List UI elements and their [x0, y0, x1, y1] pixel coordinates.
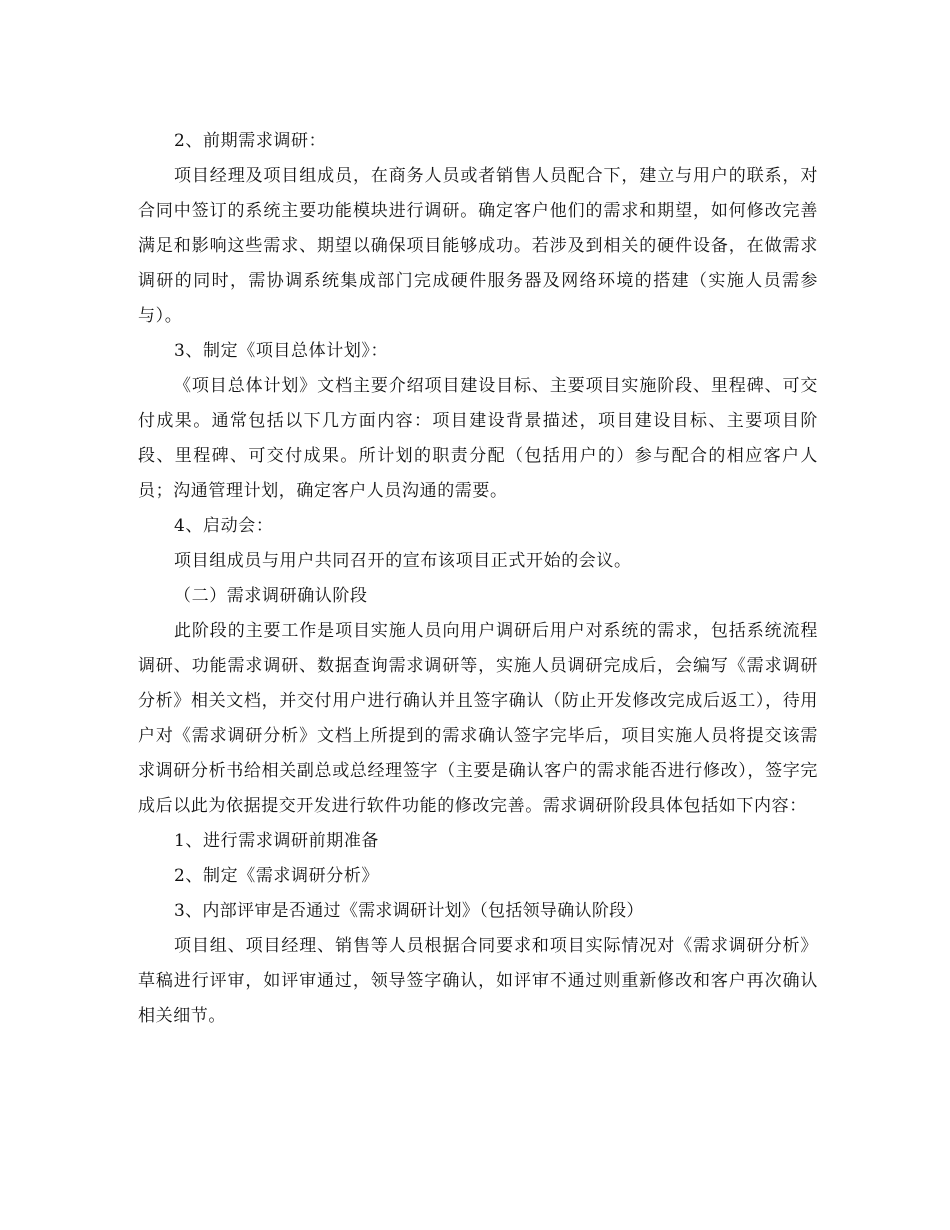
heading-kickoff-meeting: 4、启动会： [174, 516, 274, 536]
section-heading-requirements-confirmation: （二）需求调研确认阶段 [174, 586, 368, 606]
document-body [138, 124, 818, 1034]
list-item-research-analysis: 2、制定《需求调研分析》 [174, 866, 380, 886]
heading-overall-plan: 3、制定《项目总体计划》： [174, 341, 389, 361]
paragraph-internal-review: 项目组、项目经理、销售等人员根据合同要求和项目实际情况对《需求调研分析》草稿进行评审，如评审通过，领导签字确认，如评审不通过则重新修改和客户再次确认相关细节。 [138, 936, 818, 1026]
paragraph-requirements-confirmation: 此阶段的主要工作是项目实施人员向用户调研后用户对系统的需求，包括系统流程调研、功能需求调研、数据查询需求调研等，实施人员调研完成后，会编写《需求调研分析》相关文档，并交付用户进行确认并且签字确认（防止开发修改完成后返工），待用户对《需求调研分析》文档上所提到的需求确认签字完毕后，项目实施人员将提交该需求调研分析书给相关副总或总经理签字（主要是确认客户的需求能否进行修改），签字完成后以此为依据提交开发进行软件功能的修改完善。需求调研阶段具体包括如下内容： [138, 621, 818, 816]
paragraph-overall-plan: 《项目总体计划》文档主要介绍项目建设目标、主要项目实施阶段、里程碑、可交付成果。通常包括以下几方面内容：项目建设背景描述，项目建设目标、主要项目阶段、里程碑、可交付成果。所计划的职责分配（包括用户的）参与配合的相应客户人员；沟通管理计划，确定客户人员沟通的需要。 [138, 376, 818, 501]
heading-preliminary-research: 2、前期需求调研： [174, 131, 327, 151]
list-item-research-preparation: 1、进行需求调研前期准备 [174, 831, 380, 851]
paragraph-kickoff-meeting: 项目组成员与用户共同召开的宣布该项目正式开始的会议。 [174, 551, 632, 571]
list-item-internal-review: 3、内部评审是否通过《需求调研计划》（包括领导确认阶段） [174, 901, 644, 921]
paragraph-preliminary-research: 项目经理及项目组成员，在商务人员或者销售人员配合下，建立与用户的联系，对合同中签订的系统主要功能模块进行调研。确定客户他们的需求和期望，如何修改完善满足和影响这些需求、期望以确保项目能够成功。若涉及到相关的硬件设备，在做需求调研的同时，需协调系统集成部门完成硬件服务器及网络环境的搭建（实施人员需参与）。 [138, 166, 818, 326]
